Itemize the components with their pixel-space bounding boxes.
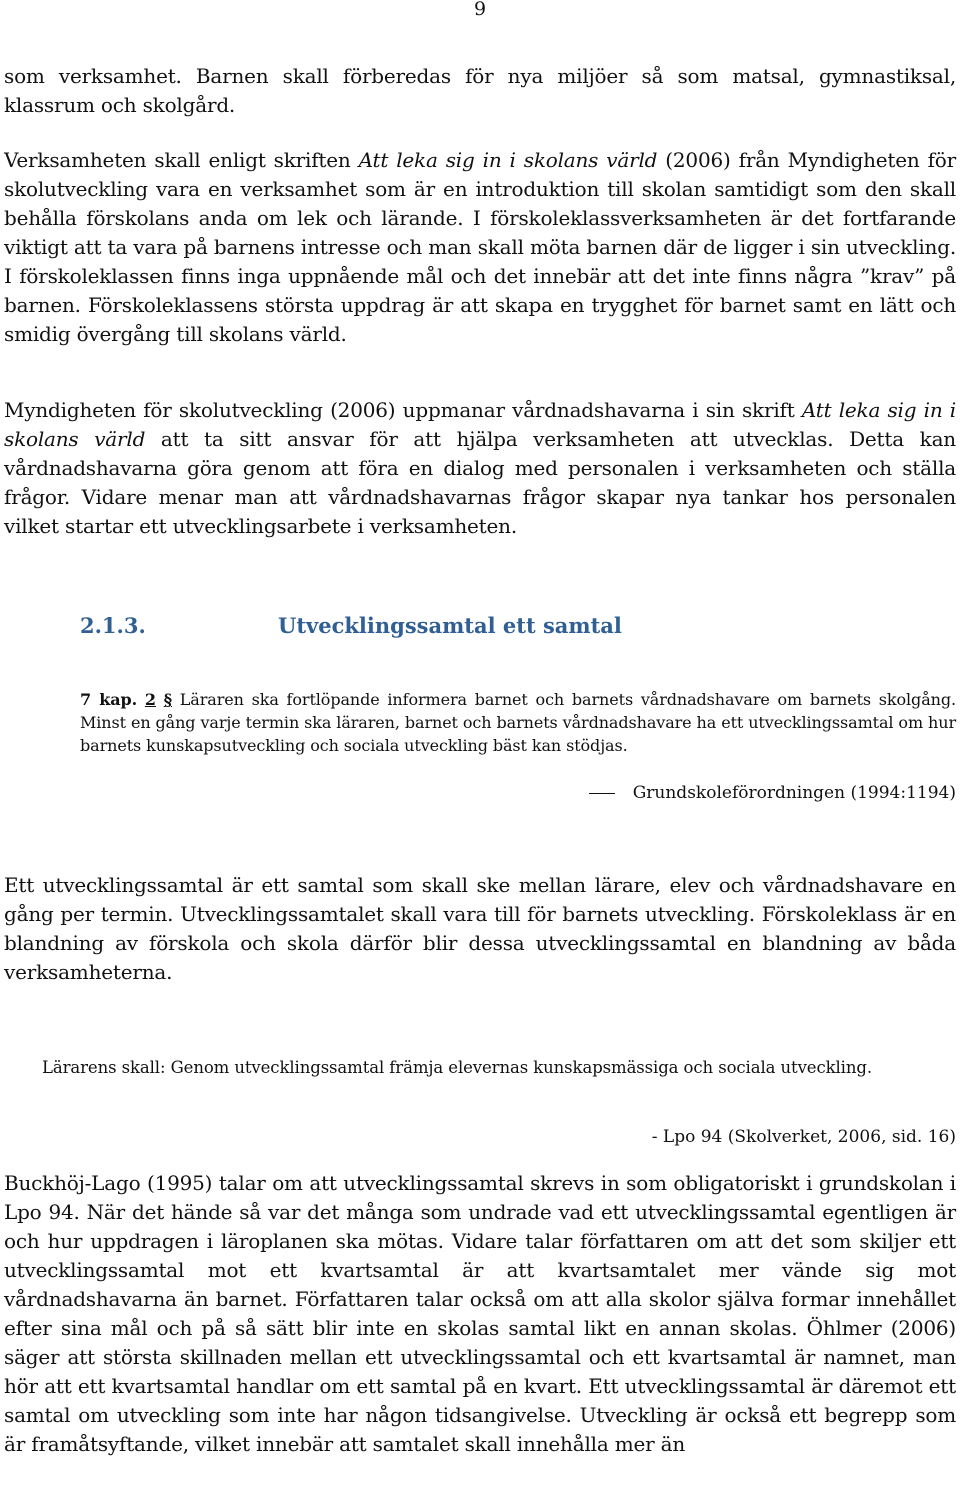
paragraph-3-text-a: Myndigheten för skolutveckling (2006) uppmanar vårdnadshavarna i sin skrift xyxy=(4,398,802,422)
lpo-quote xyxy=(42,1055,956,1080)
dash-line xyxy=(589,793,615,794)
law-chapter: 7 kap. xyxy=(80,690,138,709)
law-quote-text: Läraren ska fortlöpande informera barnet och barnets vårdnadshavare om barnets skolgång. Minst en gång varje termin ska läraren, barnet och barnets vårdnadshavare ha ett utvecklingssamtal om hur barnets kunskapsutveckling och sociala utveckling bäst kan stödjas. xyxy=(80,690,956,755)
lpo-quote-source: - Lpo 94 (Skolverket, 2006, sid. 16) xyxy=(651,1127,956,1147)
section-title: Utvecklingssamtal ett samtal xyxy=(278,613,622,638)
law-paragraph-number: 2 xyxy=(144,690,156,709)
law-quote-source-text: Grundskoleförordningen (1994:1194) xyxy=(632,783,956,803)
paragraph-4-text: Ett utvecklingssamtal är ett samtal som skall ske mellan lärare, elev och vårdnadshavare en gång per termin. Utvecklingssamtalet skall vara till för barnets utveckling. Förskoleklass är en blandning av förskola och skola därför blir dessa utvecklingssamtal en blandning av båda verksamheterna. xyxy=(4,873,956,984)
paragraph-3-text-b: att ta sitt ansvar för att hjälpa verksamheten att utvecklas. Detta kan vårdnadshavarna göra genom att föra en dialog med personalen i verksamheten och ställa frågor. Vidare menar man att vårdnadshavarnas frågor skapar nya tankar hos personalen vilket startar ett utvecklingsarbete i verksamheten. xyxy=(4,427,956,538)
page-number: 9 xyxy=(473,0,487,20)
paragraph-3 xyxy=(4,396,956,541)
law-quote-source xyxy=(589,782,956,804)
paragraph-1-text: som verksamhet. Barnen skall förberedas för nya miljöer så som matsal, gymnastiksal, klassrum och skolgård. xyxy=(4,64,956,117)
paragraph-2-text-b: (2006) från Myndigheten för skolutveckling vara en verksamhet som är en introduktion till skolan samtidigt som den skall behålla förskolans anda om lek och lärande. I förskoleklassverksamheten är det fortfarande viktigt att ta vara på barnens intresse och man skall möta barnen där de ligger i sin utveckling. I förskoleklassen finns inga uppnående mål och det innebär att det inte finns några ”krav” på barnen. Förskoleklassens största uppdrag är att skapa en trygghet för barnet samt en lätt och smidig övergång till skolans värld. xyxy=(4,148,956,346)
section-heading xyxy=(80,612,680,640)
book-title-italic: Att leka sig in i skolans värld xyxy=(4,398,956,451)
paragraph-4 xyxy=(4,871,956,987)
book-title-italic: Att leka sig in i skolans värld xyxy=(358,148,658,172)
paragraph-2-text-a: Verksamheten skall enligt skriften xyxy=(4,148,359,172)
paragraph-1 xyxy=(4,62,956,120)
paragraph-2 xyxy=(4,146,956,349)
paragraph-5 xyxy=(4,1169,956,1459)
law-quote xyxy=(80,688,956,757)
section-number: 2.1.3. xyxy=(80,613,146,638)
paragraph-5-text: Buckhöj-Lago (1995) talar om att utvecklingssamtal skrevs in som obligatoriskt i grundskolan i Lpo 94. När det hände så var det många som undrade vad ett utvecklingssamtal egentligen är och hur uppdragen i läroplanen ska mötas. Vidare talar författaren om att det som skiljer ett utvecklingssamtal mot ett kvartsamtal är att kvartsamtalet mer vände sig mot vårdnadshavarna än barnet. Författaren talar också om att alla skolor själva formar innehållet efter sina mål och på så sätt blir inte en skolas samtal likt en annan skolas. Öhlmer (2006) säger att största skillnaden mellan ett utvecklingssamtal och ett kvartsamtal är namnet, man hör att ett kvartsamtal handlar om ett samtal på en kvart. Ett utvecklingssamtal är däremot ett samtal om utveckling som inte har någon tidsangivelse. Utveckling är också ett begrepp som är framåtsyftande, vilket innebär att samtalet skall innehålla mer än xyxy=(4,1171,956,1456)
lpo-quote-text: Lärarens skall: Genom utvecklingssamtal främja elevernas kunskapsmässiga och sociala utveckling. xyxy=(42,1058,872,1077)
section-sign: § xyxy=(163,690,172,709)
